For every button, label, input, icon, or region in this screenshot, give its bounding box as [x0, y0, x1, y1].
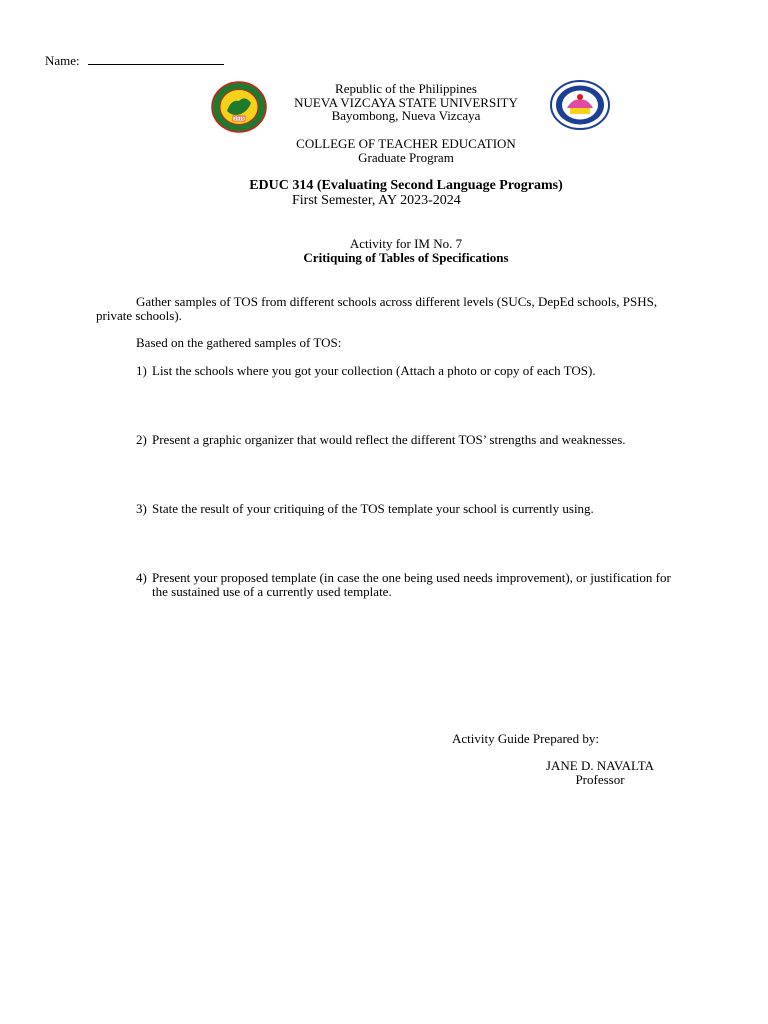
item-4-text-line-1: Present your proposed template (in case the one being used needs improvement), or justification for — [152, 570, 671, 585]
item-4-number: 4) — [136, 570, 147, 585]
seal-year: 1916 — [233, 116, 245, 121]
header-college: COLLEGE OF TEACHER EDUCATION — [296, 136, 516, 151]
header-republic: Republic of the Philippines — [335, 81, 477, 96]
preparer-name: JANE D. NAVALTA — [545, 758, 655, 773]
item-1-number: 1) — [136, 363, 147, 378]
item-2-text: Present a graphic organizer that would reflect the different TOS’ strengths and weaknesses. — [152, 432, 626, 447]
header-university: NUEVA VIZCAYA STATE UNIVERSITY — [294, 95, 518, 110]
item-3-text: State the result of your critiquing of the TOS template your school is currently using. — [152, 501, 594, 516]
intro-line-1: Gather samples of TOS from different schools across different levels (SUCs, DepEd schools, PSHS, — [136, 294, 658, 309]
name-field — [45, 52, 224, 68]
item-2-number: 2) — [136, 432, 147, 447]
header-program: Graduate Program — [358, 150, 454, 165]
course-title: EDUC 314 (Evaluating Second Language Programs) — [249, 178, 563, 193]
activity-label: Activity for IM No. 7 — [349, 236, 463, 251]
prepared-by-label: Activity Guide Prepared by: — [452, 731, 599, 746]
intro-line-2: private schools). — [96, 308, 182, 323]
header-location: Bayombong, Nueva Vizcaya — [331, 108, 481, 123]
semester: First Semester, AY 2023-2024 — [292, 193, 461, 208]
item-1-text: List the schools where you got your collection (Attach a photo or copy of each TOS). — [152, 363, 596, 378]
item-3-number: 3) — [136, 501, 147, 516]
activity-title: Critiquing of Tables of Specifications — [303, 250, 509, 265]
preparer-title: Professor — [575, 772, 625, 787]
name-label: Name: — [45, 53, 80, 68]
item-4-text-line-2: the sustained use of a currently used template. — [152, 584, 392, 599]
name-underline — [88, 52, 224, 65]
based-on-text: Based on the gathered samples of TOS: — [136, 335, 342, 350]
